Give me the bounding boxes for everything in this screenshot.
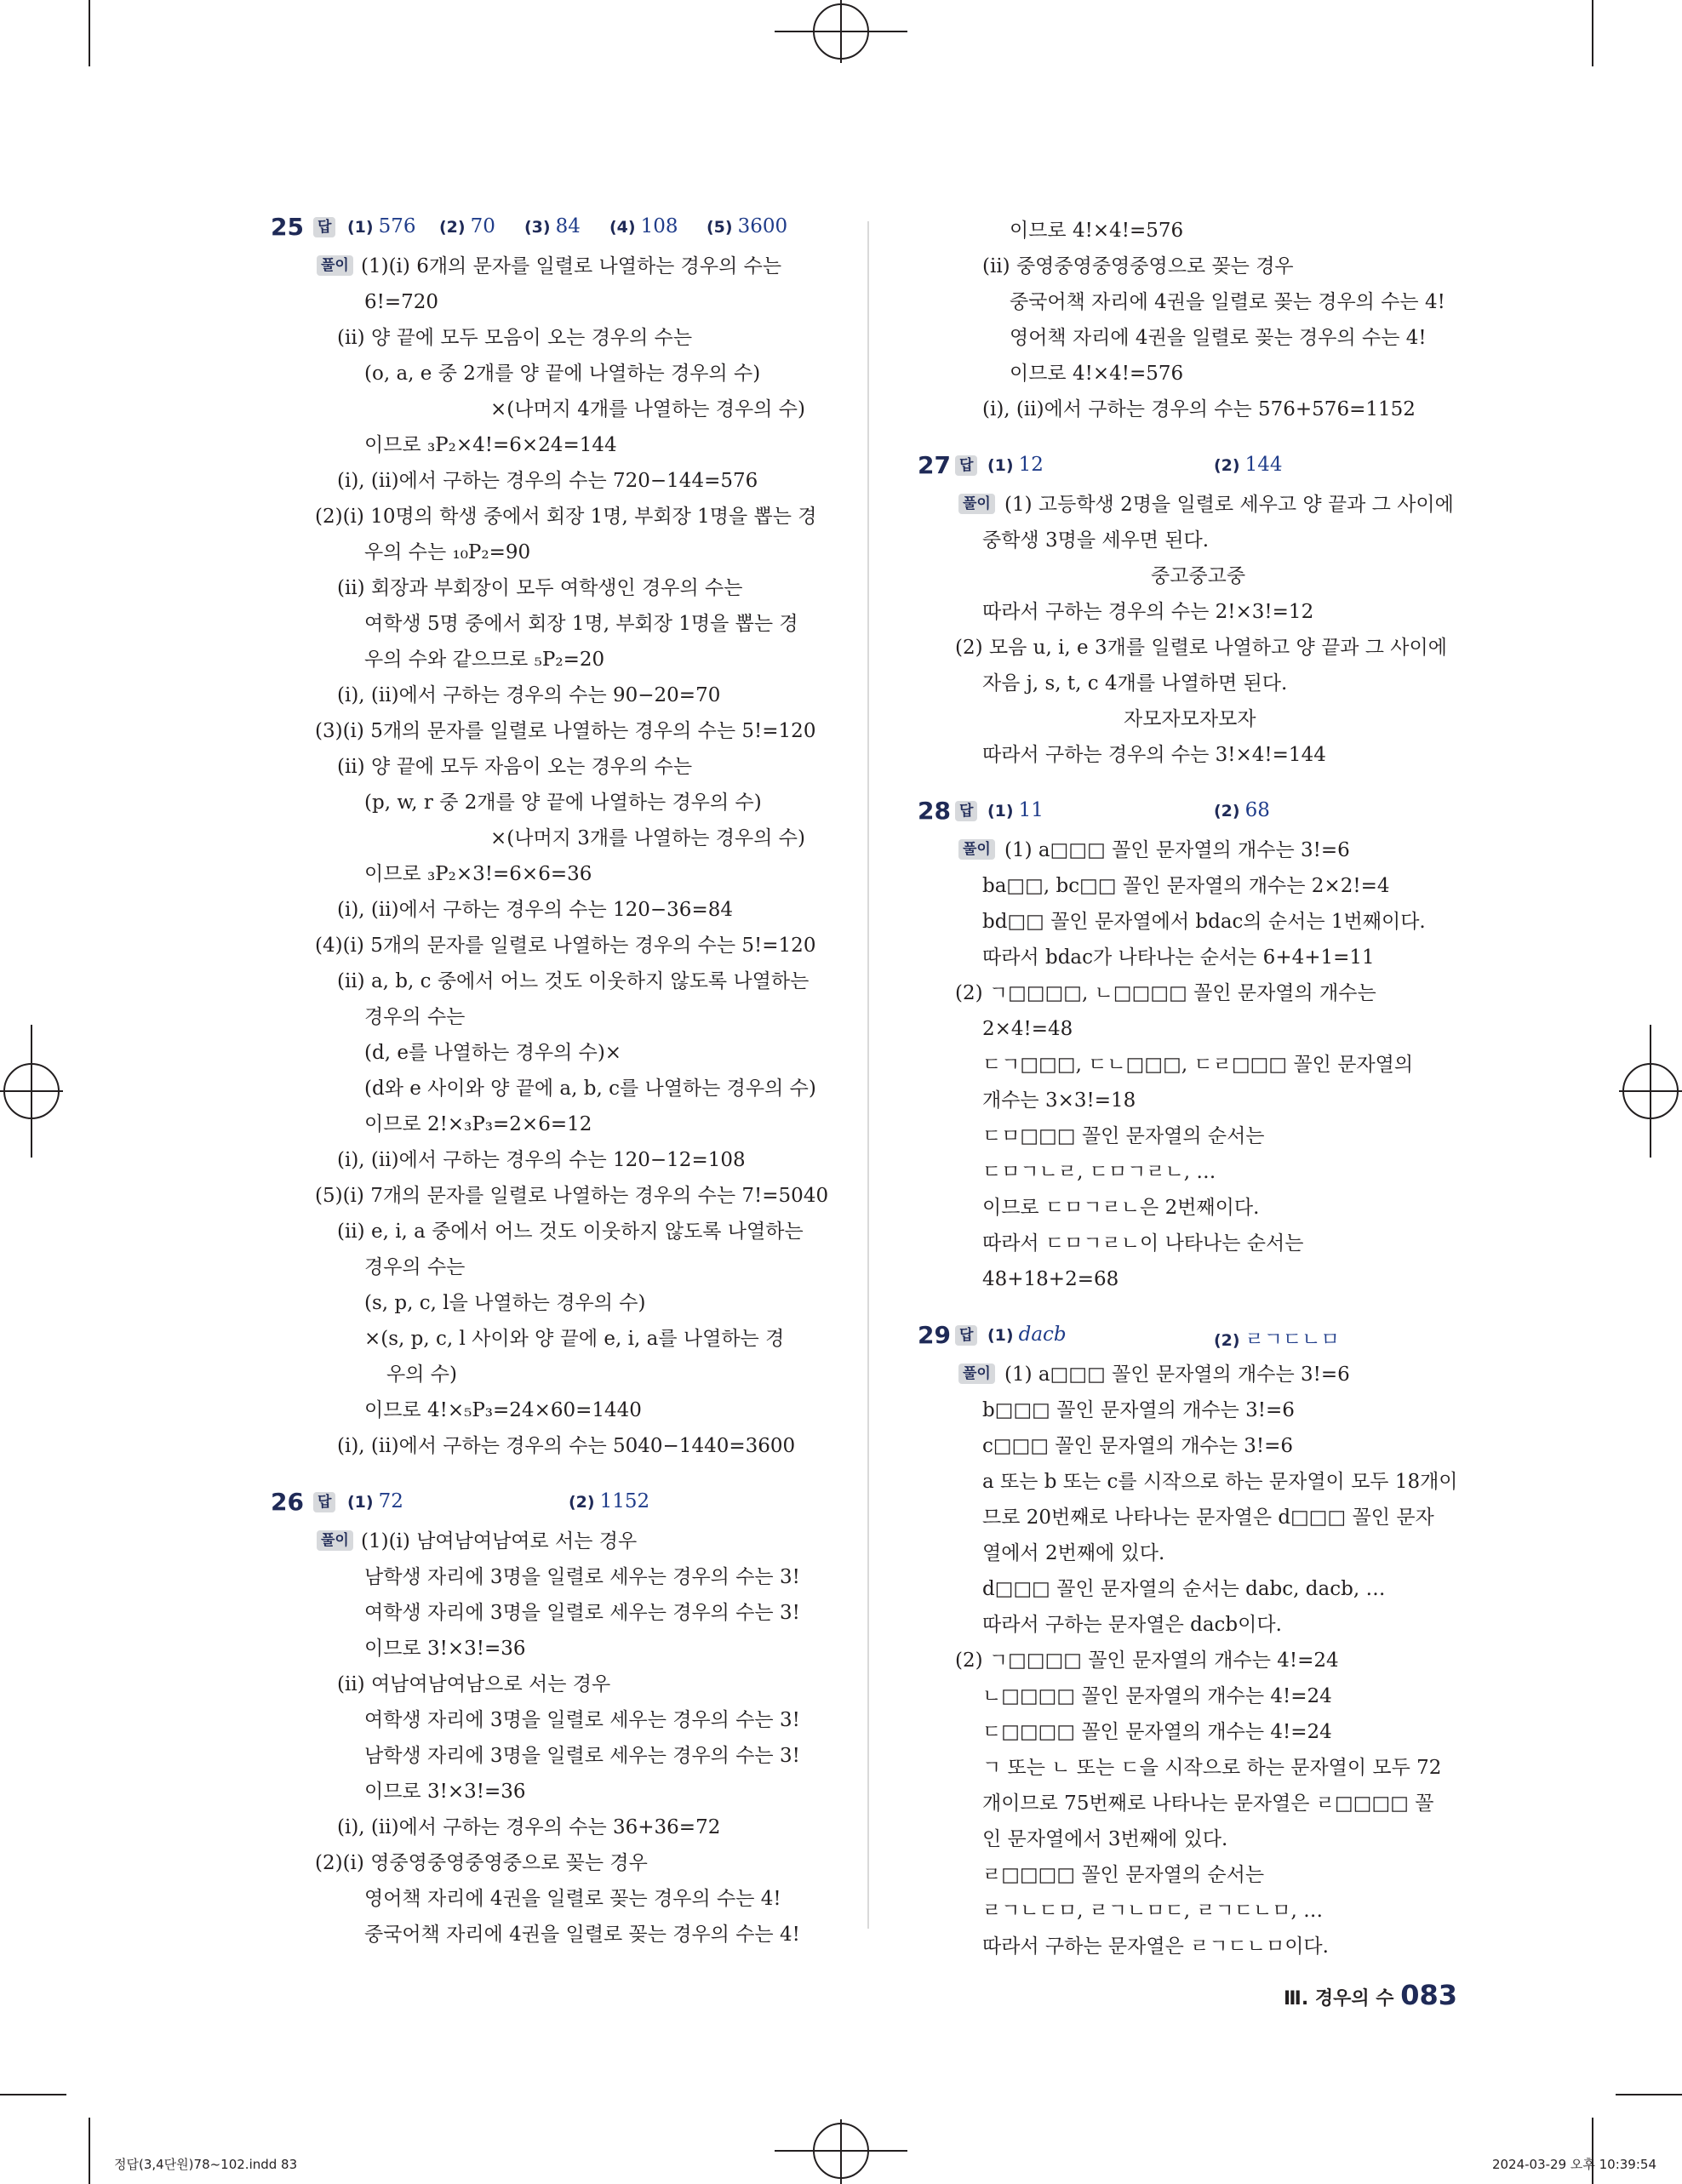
solution-line: (ⅱ) 양 끝에 모두 자음이 오는 경우의 수는 (337, 756, 693, 778)
solution-line: 남학생 자리에 3명을 일렬로 세우는 경우의 수는 3! (364, 1566, 800, 1588)
problem-header (271, 213, 834, 249)
solution-line: bd□□ 꼴인 문자열에서 bdac의 순서는 1번째이다. (982, 911, 1426, 933)
crop-mark (89, 0, 90, 66)
solution-line: 이므로 4!×4!=576 (1010, 220, 1184, 242)
solution-line: 따라서 구하는 경우의 수는 3!×4!=144 (982, 744, 1326, 766)
solution (271, 249, 834, 1464)
left-column (271, 213, 834, 1952)
solution (907, 1357, 1469, 1964)
crop-mark (0, 2094, 66, 2095)
solution-line: ×(나머지 4개를 나열하는 경우의 수) (490, 398, 805, 420)
solution-line: 이므로 3!×3!=36 (364, 1638, 526, 1660)
solution-line: ㄷㅁ□□□ 꼴인 문자열의 순서는 (982, 1125, 1265, 1147)
solution-line: (ⅱ) 회장과 부회장이 모두 여학생인 경우의 수는 (337, 577, 743, 599)
solution-tag: 풀이 (317, 255, 353, 276)
solution-tag: 풀이 (317, 1530, 353, 1551)
section-title: Ⅲ. 경우의 수 (1284, 1988, 1394, 2010)
crop-mark (1616, 2094, 1682, 2095)
solution-line: (1) a□□□ 꼴인 문자열의 개수는 3!=6 (1004, 1364, 1350, 1386)
solution-line: 자음 j, s, t, c 4개를 나열하면 된다. (982, 672, 1288, 695)
solution-line: 이므로 2!×₃P₃=2×6=12 (364, 1113, 592, 1135)
problem-28 (907, 797, 1469, 1297)
solution-line: (d, e를 나열하는 경우의 수)× (364, 1042, 622, 1064)
solution-line: 여학생 자리에 3명을 일렬로 세우는 경우의 수는 3! (364, 1709, 800, 1731)
solution-line: (2) ㄱ□□□□, ㄴ□□□□ 꼴인 문자열의 개수는 (955, 982, 1376, 1004)
solution-line: (1)(ⅰ) 남여남여남여로 서는 경우 (361, 1530, 638, 1552)
solution-line: 48+18+2=68 (982, 1268, 1119, 1290)
registration-mark (813, 2123, 869, 2179)
solution-line: 우의 수와 같으므로 ₅P₂=20 (364, 649, 605, 671)
problem-number: 28 (918, 797, 951, 825)
solution-line: 이므로 4!×4!=576 (1010, 363, 1184, 385)
solution-line: 6!=720 (364, 291, 439, 313)
solution-line: (4)(ⅰ) 5개의 문자를 일렬로 나열하는 경우의 수는 5!=120 (315, 935, 816, 957)
solution-line: (ⅰ), (ⅱ)에서 구하는 경우의 수는 720−144=576 (337, 470, 758, 492)
crop-mark (89, 2118, 90, 2184)
solution-line: 인 문자열에서 3번째에 있다. (982, 1828, 1228, 1850)
slug-file: 정답(3,4단원)78~102.indd 83 (114, 2157, 298, 2172)
solution-line: 우의 수는 ₁₀P₂=90 (364, 541, 531, 563)
answer-2: (2) 144 (1214, 454, 1283, 476)
solution (271, 1524, 834, 1952)
solution-line: 이므로 3!×3!=36 (364, 1781, 526, 1803)
solution-line: (s, p, c, l을 나열하는 경우의 수) (364, 1292, 646, 1314)
solution-line: b□□□ 꼴인 문자열의 개수는 3!=6 (982, 1399, 1295, 1421)
answer-tag: 답 (955, 801, 977, 821)
solution-line: a 또는 b 또는 c를 시작으로 하는 문자열이 모두 18개이 (982, 1471, 1458, 1493)
registration-mark (3, 1063, 60, 1119)
solution-line: 따라서 구하는 경우의 수는 2!×3!=12 (982, 601, 1314, 623)
solution-line: d□□□ 꼴인 문자열의 순서는 dabc, dacb, … (982, 1578, 1386, 1600)
problem-header (271, 1488, 834, 1524)
solution-tag: 풀이 (958, 839, 995, 860)
answer-tag: 답 (313, 1492, 335, 1512)
solution-line: 이므로 ₃P₂×4!=6×24=144 (364, 434, 617, 456)
registration-mark (813, 3, 869, 60)
solution-line: ㄴ□□□□ 꼴인 문자열의 개수는 4!=24 (982, 1685, 1332, 1707)
solution-line: 우의 수) (386, 1364, 457, 1386)
problem-26-continued (907, 213, 1469, 427)
problem-header (907, 451, 1469, 487)
solution-line: 여학생 5명 중에서 회장 1명, 부회장 1명을 뽑는 경 (364, 613, 798, 635)
solution-line: 따라서 bdac가 나타나는 순서는 6+4+1=11 (982, 946, 1375, 969)
solution-line: (2) 모음 u, i, e 3개를 일렬로 나열하고 양 끝과 그 사이에 (955, 637, 1447, 659)
answer-3: (3) 84 (524, 215, 581, 237)
column-divider (867, 221, 869, 1929)
solution-line: 중국어책 자리에 4권을 일렬로 꽂는 경우의 수는 4! (364, 1924, 800, 1946)
solution-line: ㄱ 또는 ㄴ 또는 ㄷ을 시작으로 하는 문자열이 모두 72 (982, 1757, 1442, 1779)
page-number: 083 (1400, 1979, 1457, 2011)
solution-line: (2) ㄱ□□□□ 꼴인 문자열의 개수는 4!=24 (955, 1649, 1339, 1672)
solution-line: 경우의 수는 (364, 1006, 466, 1028)
problem-29 (907, 1321, 1469, 1964)
solution-line: c□□□ 꼴인 문자열의 개수는 3!=6 (982, 1435, 1294, 1457)
problem-header (907, 1321, 1469, 1357)
solution-line: (ⅱ) 여남여남여남으로 서는 경우 (337, 1673, 611, 1695)
answer-1: (1) dacb (987, 1324, 1067, 1346)
solution-line: 중국어책 자리에 4권을 일렬로 꽂는 경우의 수는 4! (1010, 291, 1445, 313)
answer-2: (2) 70 (439, 215, 495, 237)
solution-line: (1)(ⅰ) 6개의 문자를 일렬로 나열하는 경우의 수는 (361, 255, 782, 277)
problem-number: 29 (918, 1321, 951, 1349)
answer-tag: 답 (313, 217, 335, 237)
answer-2: (2) 68 (1214, 799, 1270, 821)
answer-2: (2) 1152 (569, 1490, 650, 1512)
crop-mark (1592, 0, 1593, 66)
arrangement-diagram: 자모자모자모자 (1124, 708, 1256, 730)
solution-line: (2)(ⅰ) 10명의 학생 중에서 회장 1명, 부회장 1명을 뽑는 경 (315, 506, 817, 528)
solution-line: ㄷ□□□□ 꼴인 문자열의 개수는 4!=24 (982, 1721, 1332, 1743)
solution-line: (d와 e 사이와 양 끝에 a, b, c를 나열하는 경우의 수) (364, 1078, 816, 1100)
solution-line: (1) a□□□ 꼴인 문자열의 개수는 3!=6 (1004, 839, 1350, 861)
solution-line: 영어책 자리에 4권을 일렬로 꽂는 경우의 수는 4! (1010, 327, 1427, 349)
answer-tag: 답 (955, 455, 977, 476)
solution-line: (ⅱ) 중영중영중영중영으로 꽂는 경우 (982, 255, 1294, 277)
solution-line: 따라서 ㄷㅁㄱㄹㄴ이 나타나는 순서는 (982, 1232, 1304, 1255)
solution-line: ㄹㄱㄴㄷㅁ, ㄹㄱㄴㅁㄷ, ㄹㄱㄷㄴㅁ, … (982, 1900, 1324, 1922)
answer-4: (4) 108 (609, 215, 678, 237)
problem-number: 26 (271, 1488, 304, 1516)
solution-line: (ⅱ) 양 끝에 모두 모음이 오는 경우의 수는 (337, 327, 693, 349)
solution-line: ba□□, bc□□ 꼴인 문자열의 개수는 2×2!=4 (982, 875, 1390, 897)
answer-1: (1) 12 (987, 454, 1044, 476)
right-column (907, 213, 1469, 1964)
solution-line: (1) 고등학생 2명을 일렬로 세우고 양 끝과 그 사이에 (1004, 494, 1454, 516)
solution-line: 따라서 구하는 문자열은 dacb이다. (982, 1614, 1282, 1636)
problem-number: 25 (271, 213, 304, 241)
answer-tag: 답 (955, 1325, 977, 1346)
solution-tag: 풀이 (958, 1364, 995, 1384)
arrangement-diagram: 중고중고중 (1151, 565, 1246, 587)
solution-line: 열에서 2번째에 있다. (982, 1542, 1165, 1564)
answer-1: (1) 72 (347, 1490, 403, 1512)
solution-line: 남학생 자리에 3명을 일렬로 세우는 경우의 수는 3! (364, 1745, 800, 1767)
solution-line: 개수는 3×3!=18 (982, 1089, 1136, 1112)
answer-1: (1) 11 (987, 799, 1044, 821)
solution-line: (p, w, r 중 2개를 양 끝에 나열하는 경우의 수) (364, 792, 762, 814)
solution-line: 므로 20번째로 나타나는 문자열은 d□□□ 꼴인 문자 (982, 1507, 1434, 1529)
solution-line: (ⅰ), (ⅱ)에서 구하는 경우의 수는 90−20=70 (337, 684, 721, 706)
solution (907, 832, 1469, 1297)
solution-line: 영어책 자리에 4권을 일렬로 꽂는 경우의 수는 4! (364, 1888, 781, 1910)
answer-2: (2) ㄹㄱㄷㄴㅁ (1214, 1329, 1340, 1351)
solution-line: 이므로 ㄷㅁㄱㄹㄴ은 2번째이다. (982, 1197, 1260, 1219)
problem-header (907, 797, 1469, 832)
solution-line: (o, a, e 중 2개를 양 끝에 나열하는 경우의 수) (364, 363, 761, 385)
registration-mark (1622, 1063, 1679, 1119)
solution-line: ×(나머지 3개를 나열하는 경우의 수) (490, 827, 805, 849)
solution-line: (ⅱ) a, b, c 중에서 어느 것도 이웃하지 않도록 나열하는 (337, 970, 810, 992)
solution-line: ×(s, p, c, l 사이와 양 끝에 e, i, a를 나열하는 경 (364, 1328, 785, 1350)
solution-line: 따라서 구하는 문자열은 ㄹㄱㄷㄴㅁ이다. (982, 1935, 1329, 1958)
page-footer (1284, 1979, 1457, 2011)
slug-datetime: 2024-03-29 오후 10:39:54 (1491, 2157, 1656, 2172)
solution-tag: 풀이 (958, 494, 995, 514)
answer-1: (1) 576 (347, 215, 416, 237)
solution-line: ㄷㄱ□□□, ㄷㄴ□□□, ㄷㄹ□□□ 꼴인 문자열의 (982, 1054, 1414, 1076)
problem-25 (271, 213, 834, 1464)
solution-line: (ⅱ) e, i, a 중에서 어느 것도 이웃하지 않도록 나열하는 (337, 1221, 804, 1243)
solution-line: 2×4!=48 (982, 1018, 1073, 1040)
problem-26 (271, 1488, 834, 1952)
solution-line: 이므로 ₃P₂×3!=6×6=36 (364, 863, 592, 885)
solution-line: (ⅰ), (ⅱ)에서 구하는 경우의 수는 120−12=108 (337, 1149, 746, 1171)
solution-line: (ⅰ), (ⅱ)에서 구하는 경우의 수는 120−36=84 (337, 899, 733, 921)
solution-line: (3)(ⅰ) 5개의 문자를 일렬로 나열하는 경우의 수는 5!=120 (315, 720, 816, 742)
solution-line: 개이므로 75번째로 나타나는 문자열은 ㄹ□□□□ 꼴 (982, 1792, 1434, 1815)
solution-line: 이므로 4!×₅P₃=24×60=1440 (364, 1399, 642, 1421)
answer-5: (5) 3600 (707, 215, 788, 237)
solution-line: 여학생 자리에 3명을 일렬로 세우는 경우의 수는 3! (364, 1602, 800, 1624)
solution-line: ㄹ□□□□ 꼴인 문자열의 순서는 (982, 1864, 1265, 1886)
solution (907, 487, 1469, 773)
solution-line: (ⅰ), (ⅱ)에서 구하는 경우의 수는 5040−1440=3600 (337, 1435, 796, 1457)
problem-number: 27 (918, 451, 951, 479)
solution-line: ㄷㅁㄱㄴㄹ, ㄷㅁㄱㄹㄴ, … (982, 1161, 1216, 1183)
solution-line: 경우의 수는 (364, 1256, 466, 1278)
solution-line: (5)(ⅰ) 7개의 문자를 일렬로 나열하는 경우의 수는 7!=5040 (315, 1185, 829, 1207)
problem-27 (907, 451, 1469, 773)
solution-line: (2)(ⅰ) 영중영중영중영중으로 꽂는 경우 (315, 1852, 648, 1874)
solution-line: (ⅰ), (ⅱ)에서 구하는 경우의 수는 576+576=1152 (982, 398, 1416, 420)
solution-line: (ⅰ), (ⅱ)에서 구하는 경우의 수는 36+36=72 (337, 1816, 721, 1838)
solution-line: 중학생 3명을 세우면 된다. (982, 529, 1210, 552)
crop-mark (1592, 2118, 1593, 2184)
